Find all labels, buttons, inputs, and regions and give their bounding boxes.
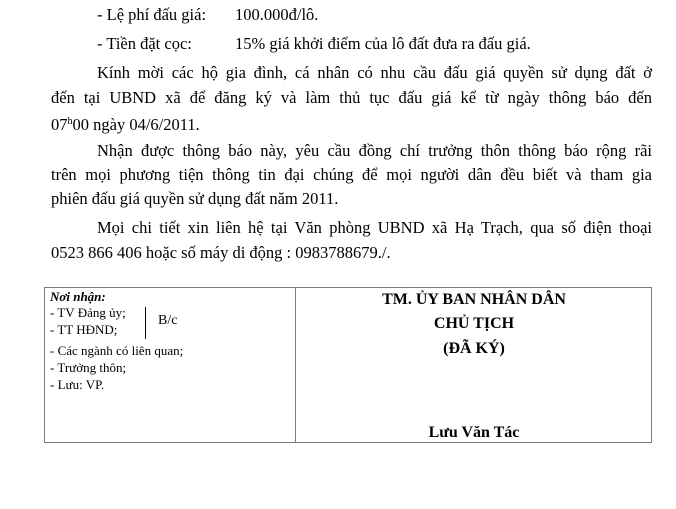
signature-table (44, 287, 652, 443)
recipients-title: Nơi nhận: (50, 289, 106, 304)
recipient-item: - TT HĐND; (50, 322, 118, 337)
time-hour-marker: h (67, 116, 73, 127)
recipient-item: - Trưởng thôn; (50, 360, 127, 375)
paragraph1-line1: Kính mời các hộ gia đình, cá nhân có nhu cầu đấu giá quyền sử dụng đất ở (97, 63, 652, 82)
recipient-item: - Các ngành có liên quan; (50, 343, 184, 358)
deposit-label: - Tiền đặt cọc: (97, 34, 192, 53)
signer-name: Lưu Văn Tác (428, 424, 520, 441)
recipient-item: - TV Đảng ủy; (50, 305, 126, 320)
recipient-item: - Lưu: VP. (50, 377, 105, 392)
paragraph2-line1: Nhận được thông báo này, yêu cầu đồng chí trưởng thôn thông báo rộng rãi (97, 141, 652, 160)
paragraph2-line2: trên mọi phương tiện thông tin đại chúng để mọi người dân đều biết và tham gia (51, 165, 652, 184)
deposit-value: 15% giá khởi điểm của lô đất đưa ra đấu giá. (235, 34, 531, 53)
auction-fee-value: 100.000đ/lô. (235, 5, 319, 24)
paragraph3-line2: 0523 866 406 hoặc số máy di động : 0983788679./. (51, 243, 391, 262)
signature-org: TM. ỦY BAN NHÂN DÂN (382, 291, 566, 308)
paragraph3-line1: Mọi chi tiết xin liên hệ tại Văn phòng UBND xã Hạ Trạch, qua số điện thoại (97, 218, 652, 237)
signature-table-divider (295, 287, 296, 443)
paragraph1-line2: đến tại UBND xã để đăng ký và làm thủ tục đấu giá kể từ ngày thông báo đến (51, 88, 652, 107)
bracket-note: B/c (158, 313, 178, 328)
auction-fee-line (97, 5, 318, 25)
paragraph2-line3: phiên đấu giá quyền sử dụng đất năm 2011. (51, 189, 339, 208)
deposit-line (97, 34, 531, 54)
auction-fee-label: - Lệ phí đấu giá: (97, 5, 207, 24)
time-and-date: 00 ngày 04/6/2011. (72, 115, 200, 134)
paragraph1-line3 (51, 112, 200, 135)
time-hour: 07 (51, 115, 68, 134)
recipient-bracket (145, 307, 146, 339)
signature-status: (ĐÃ KÝ) (443, 340, 505, 357)
signature-title: CHỦ TỊCH (433, 315, 515, 332)
